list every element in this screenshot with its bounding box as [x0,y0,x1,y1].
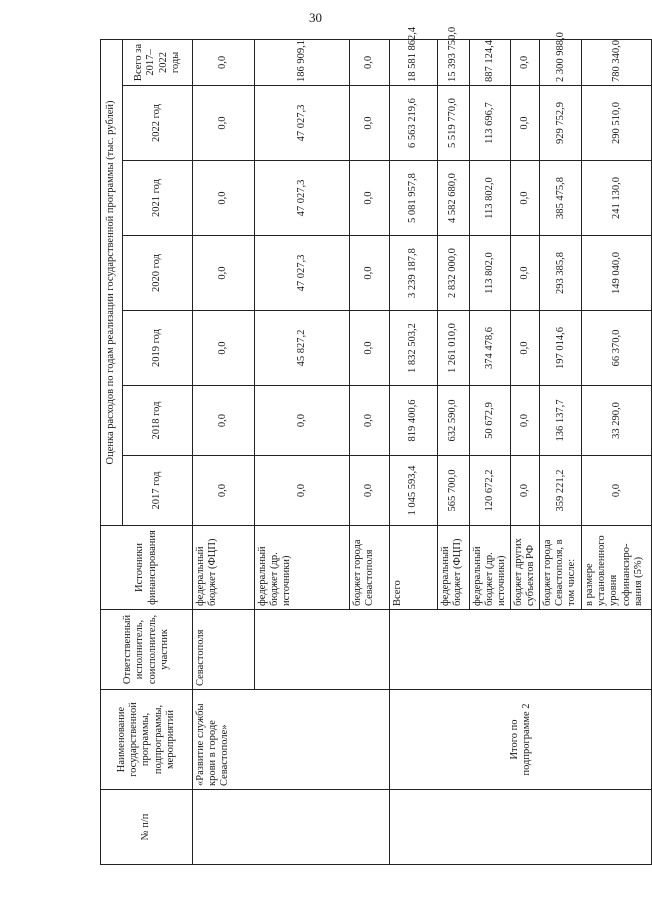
header-name: Наименование государственной программы, подпрограммы, мероприятий [101,690,193,790]
cell-responsible: Севастополя [193,610,255,690]
cell-value: 929 752,9 [540,86,582,161]
cell-value: 1 045 593,4 [390,456,438,526]
cell-source: федеральный бюджет (др. источники) [255,526,350,610]
cell-value: 120 672,2 [470,456,511,526]
cell-value: 0,0 [511,236,540,311]
cell-value: 385 475,8 [540,161,582,236]
cell-total: 887 124,4 [470,39,511,85]
cell-value: 47 027,3 [255,86,350,161]
cell-source: федеральный бюджет (ФЦП) [193,526,255,610]
cell-value: 3 239 187,8 [390,236,438,311]
cell-value: 0,0 [350,456,390,526]
cell-value: 0,0 [255,456,350,526]
cell-value: 33 290,0 [582,386,652,456]
cell-value: 113 802,0 [470,236,511,311]
cell-value: 0,0 [350,311,390,386]
cell-value: 0,0 [193,86,255,161]
header-total: Всего за 2017–2022 годы [123,39,193,85]
cell-value: 290 510,0 [582,86,652,161]
cell-total: 15 393 750,0 [438,39,470,85]
cell-value: 0,0 [193,456,255,526]
cell-total: 0,0 [193,39,255,85]
cell-value: 50 672,9 [470,386,511,456]
header-year: 2021 год [123,161,193,236]
header-responsible: Ответственный исполнитель, соисполнитель, участник [101,610,193,690]
cell-value: 0,0 [582,456,652,526]
cell-total: 0,0 [511,39,540,85]
cell-value: 0,0 [350,386,390,456]
header-no: № п/п [101,790,193,865]
table-row [193,39,255,864]
cell-source: бюджет других субъектов РФ [511,526,540,610]
cell-total: 0,0 [350,39,390,85]
cell-value: 4 582 680,0 [438,161,470,236]
cell-no [390,790,652,865]
cell-value: 0,0 [193,311,255,386]
cell-source: бюджет города Севастополя [350,526,390,610]
cell-value: 1 832 503,2 [390,311,438,386]
cell-value: 66 370,0 [582,311,652,386]
cell-value: 374 478,6 [470,311,511,386]
header-estimate-group: Оценка расходов по годам реализации государственной программы (тыс. рублей) [101,39,123,525]
cell-source: в размере установленного уровня софинансиро-вания (5%) [582,526,652,610]
cell-value: 0,0 [255,386,350,456]
table-row [390,39,438,864]
cell-value: 565 700,0 [438,456,470,526]
cell-value: 6 563 219,6 [390,86,438,161]
header-source: Источники финансирования [101,526,193,610]
page-number: 30 [309,10,322,25]
cell-value: 0,0 [511,86,540,161]
cell-value: 47 027,3 [255,161,350,236]
cell-value: 819 400,6 [390,386,438,456]
header-year: 2018 год [123,386,193,456]
cell-value: 0,0 [511,311,540,386]
cell-value: 5 519 770,0 [438,86,470,161]
cell-value: 241 130,0 [582,161,652,236]
cell-source: федеральный бюджет (ФЦП) [438,526,470,610]
header-year: 2019 год [123,311,193,386]
cell-name: «Развитие службы крови в городе Севастополе» [193,690,390,790]
cell-source: Всего [390,526,438,610]
cell-value: 1 261 010,0 [438,311,470,386]
cell-value: 113 696,7 [470,86,511,161]
cell-value: 0,0 [350,86,390,161]
cell-total: 2 300 988,0 [540,39,582,85]
cell-value: 0,0 [193,236,255,311]
cell-no [193,790,390,865]
cell-responsible-empty [390,610,652,690]
cell-value: 113 802,0 [470,161,511,236]
cell-source: федеральный бюджет (др. источники) [470,526,511,610]
cell-value: 197 014,6 [540,311,582,386]
cell-value: 149 040,0 [582,236,652,311]
cell-responsible-empty [255,610,390,690]
cell-value: 0,0 [511,386,540,456]
header-year: 2017 год [123,456,193,526]
cell-value: 0,0 [511,456,540,526]
cell-total: 780 340,0 [582,39,652,85]
cell-value: 47 027,3 [255,236,350,311]
cell-value: 293 385,8 [540,236,582,311]
cell-total: 186 909,1 [255,39,350,85]
header-year: 2020 год [123,236,193,311]
cell-value: 2 832 000,0 [438,236,470,311]
cell-value: 45 827,2 [255,311,350,386]
cell-value: 0,0 [193,161,255,236]
cell-value: 0,0 [350,161,390,236]
header-year: 2022 год [123,86,193,161]
cell-value: 0,0 [511,161,540,236]
cell-value: 632 590,0 [438,386,470,456]
cell-total: 18 581 862,4 [390,39,438,85]
cell-value: 136 137,7 [540,386,582,456]
financing-table [100,26,652,865]
cell-value: 0,0 [350,236,390,311]
cell-source: бюджет города Севастополя, в том числе: [540,526,582,610]
cell-name: Итого по подпрограмме 2 [390,690,652,790]
cell-value: 0,0 [193,386,255,456]
rotated-table-container [100,26,644,865]
cell-value: 359 221,2 [540,456,582,526]
cell-value: 5 081 957,8 [390,161,438,236]
